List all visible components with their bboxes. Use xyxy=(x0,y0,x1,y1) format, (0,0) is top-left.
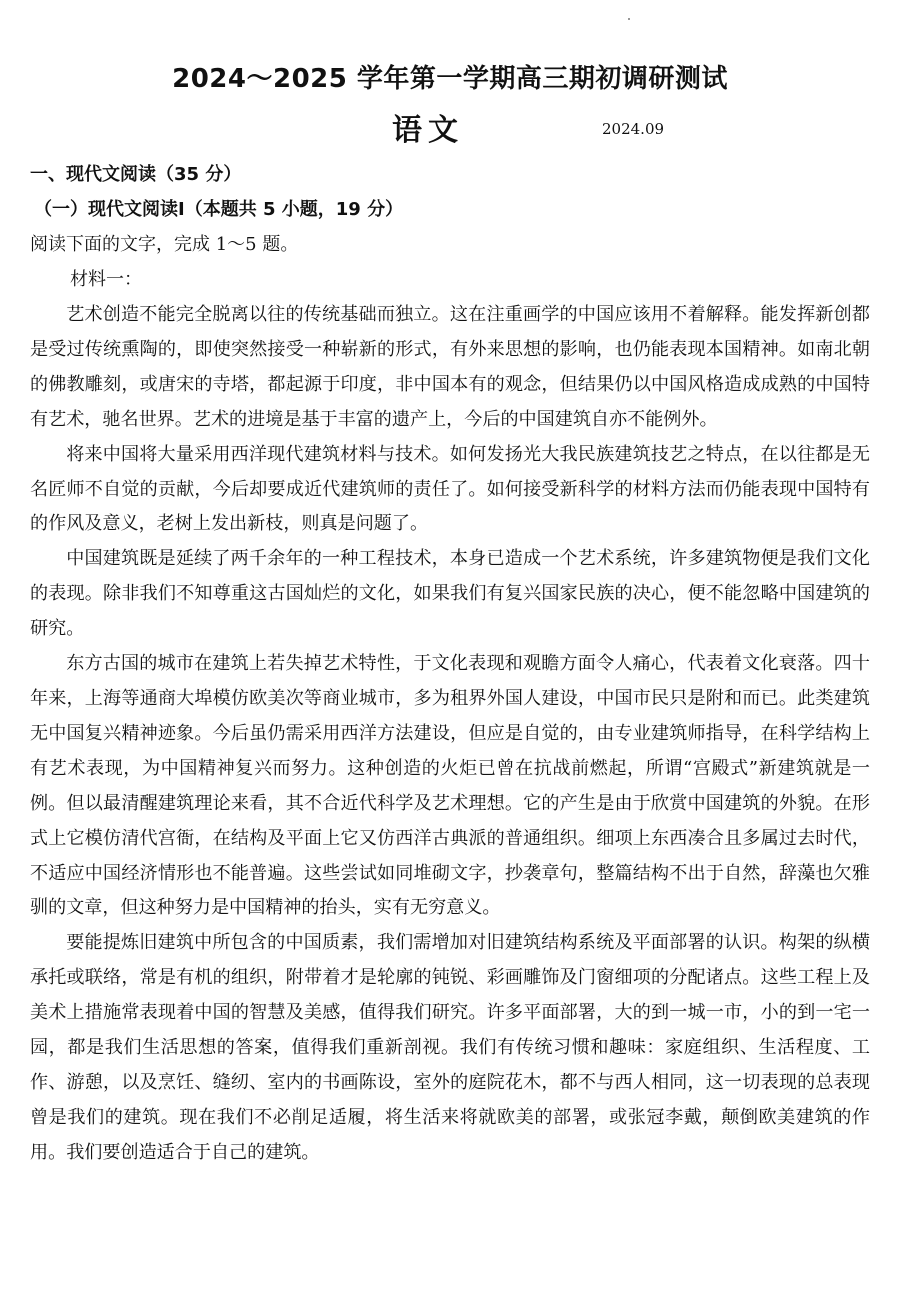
paragraph: 艺术创造不能完全脱离以往的传统基础而独立。这在注重画学的中国应该用不着解释。能发挥新创都是受过传统熏陶的，即使突然接受一种崭新的形式，有外来思想的影响，也仍能表现本国精神。如南北朝的佛教雕刻，或唐宋的寺塔，都起源于印度，非中国本有的观念，但结果仍以中国风格造成成熟的中国特有艺术，驰名世界。艺术的进境是基于丰富的遗产上，今后的中国建筑自亦不能例外。 xyxy=(30,304,870,430)
section-heading: 一、现代文阅读（35 分） xyxy=(30,164,242,185)
paragraph: 将来中国将大量采用西洋现代建筑材料与技术。如何发扬光大我民族建筑技艺之特点，在以往都是无名匠师不自觉的贡献，今后却要成近代建筑师的责任了。如何接受新科学的材料方法而仍能表现中国特有的作风及意义，老树上发出新枝，则真是问题了。 xyxy=(30,443,870,535)
material-label: 材料一： xyxy=(70,269,142,290)
subject-heading: 语文 xyxy=(392,113,464,148)
paragraph: 东方古国的城市在建筑上若失掉艺术特性，于文化表现和观瞻方面令人痛心，代表着文化衰落。四十年来，上海等通商大埠模仿欧美次等商业城市，多为租界外国人建设，中国市民只是附和而已。此类建筑无中国复兴精神迹象。今后虽仍需采用西洋方法建设，但应是自觉的，由专业建筑师指导，在科学结构上有艺术表现，为中国精神复兴而努力。这种创造的火炬已曾在抗战前燃起，所谓“宫殿式”新建筑就是一例。但以最清醒建筑理论来看，其不合近代科学及艺术理想。它的产生是由于欣赏中国建筑的外貌。在形式上它模仿清代宫衙，在结构及平面上它又仿西洋古典派的普通组织。细项上东西凑合且多属过去时代，不适应中国经济情形也不能普遍。这些尝试如同堆砌文字，抄袭章句，整篇结构不出于自然，辞藻也欠雅驯的文章，但这种努力是中国精神的抬头，实有无穷意义。 xyxy=(30,653,870,919)
paragraph: 中国建筑既是延续了两千余年的一种工程技术，本身已造成一个艺术系统，许多建筑物便是我们文化的表现。除非我们不知尊重这古国灿烂的文化，如果我们有复兴国家民族的决心，便不能忽略中国建筑的研究。 xyxy=(30,548,870,640)
material-text xyxy=(30,298,870,1171)
reading-instruction: 阅读下面的文字，完成 1～5 题。 xyxy=(30,234,299,255)
exam-title: 2024～2025 学年第一学期高三期初调研测试 xyxy=(172,64,728,94)
exam-date: 2024.09 xyxy=(602,120,665,138)
paragraph: 要能提炼旧建筑中所包含的中国质素，我们需增加对旧建筑结构系统及平面部署的认识。构架的纵横承托或联络，常是有机的组织，附带着才是轮廓的钝锐、彩画雕饰及门窗细项的分配诸点。这些工程上及美术上措施常表现着中国的智慧及美感，值得我们研究。许多平面部署，大的到一城一市，小的到一宅一园，都是我们生活思想的答案，值得我们重新剖视。我们有传统习惯和趣味：家庭组织、生活程度、工作、游憩，以及烹饪、缝纫、室内的书画陈设，室外的庭院花木，都不与西人相同，这一切表现的总表现曾是我们的建筑。现在我们不必削足适履，将生活来将就欧美的部署，或张冠李戴，颠倒欧美建筑的作用。我们要创造适合于自己的建筑。 xyxy=(30,932,870,1163)
scan-speck xyxy=(628,18,630,20)
subsection-heading: （一）现代文阅读Ⅰ（本题共 5 小题，19 分） xyxy=(34,199,404,220)
